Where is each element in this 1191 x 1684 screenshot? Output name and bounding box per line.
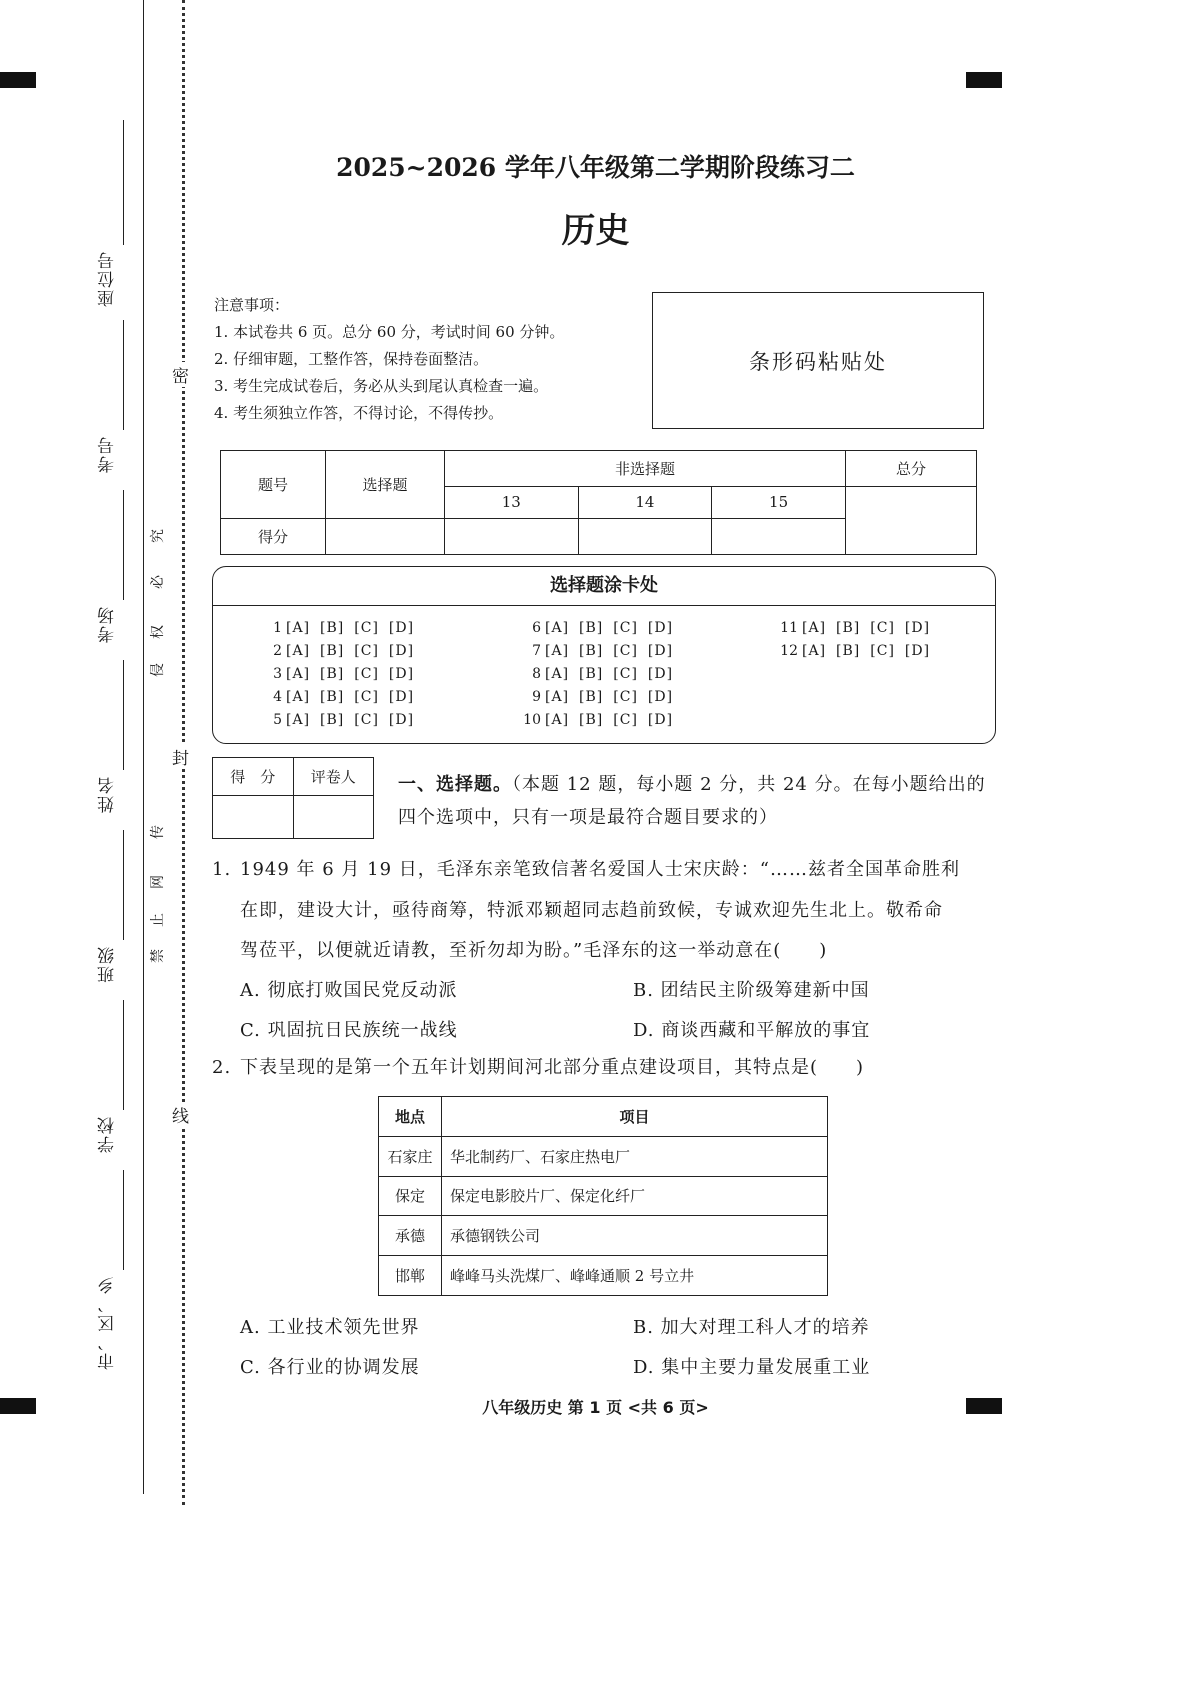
section-one-desc-2: 四个选项中，只有一项是最符合题目要求的） — [398, 807, 778, 828]
answer-row — [517, 643, 683, 659]
score-header-tihao: 题号 — [221, 451, 326, 519]
page-footer: 八年级历史 第 1 页 <共 6 页> — [482, 1398, 709, 1417]
project-name: 承德钢铁公司 — [442, 1216, 828, 1256]
question-1-line-1: 1949 年 6 月 19 日，毛泽东亲笔致信著名爱国人士宋庆龄：“……兹者全国革命胜利 — [240, 859, 960, 880]
answer-row-number: 12 — [780, 643, 798, 659]
answer-row — [774, 620, 940, 636]
side-field-room: 考场 — [95, 490, 125, 650]
score-header-q13: 13 — [445, 487, 579, 518]
answer-bubble-c[interactable]: [C] — [354, 689, 379, 705]
answer-bubble-b[interactable]: [B] — [320, 643, 345, 659]
question-1-line-3: 驾莅平，以便就近请教，至祈勿却为盼。”毛泽东的这一举动意在( ) — [240, 940, 828, 961]
score-cell-total[interactable] — [846, 487, 977, 555]
score-cell-q15[interactable] — [712, 518, 846, 554]
score-header-choice: 选择题 — [326, 451, 445, 519]
class-underline[interactable] — [123, 830, 124, 940]
notes-item: 4. 考生须独立作答，不得讨论，不得传抄。 — [214, 404, 504, 422]
answer-bubble-a[interactable]: [A] — [286, 643, 311, 659]
answer-bubble-d[interactable]: [D] — [388, 620, 415, 636]
answer-bubble-a[interactable]: [A] — [286, 712, 311, 728]
answer-bubble-b[interactable]: [B] — [320, 620, 345, 636]
question-1-option-a[interactable]: A. 彻底打败国民党反动派 — [240, 980, 458, 1001]
district-underline[interactable] — [123, 1170, 124, 1270]
answer-row-number: 2 — [273, 643, 282, 659]
side-field-district: 市、区、乡 — [95, 1170, 125, 1370]
answer-bubble-a[interactable]: [A] — [802, 620, 827, 636]
warning-char: 禁 — [150, 949, 166, 963]
table-row — [379, 1136, 828, 1176]
side-field-school: 学校 — [95, 1000, 125, 1160]
answer-bubble-c[interactable]: [C] — [613, 666, 638, 682]
answer-bubble-c[interactable]: [C] — [870, 643, 895, 659]
answer-bubble-d[interactable]: [D] — [647, 712, 674, 728]
answer-bubble-d[interactable]: [D] — [904, 620, 931, 636]
answer-bubble-a[interactable]: [A] — [545, 620, 570, 636]
question-2-option-a[interactable]: A. 工业技术领先世界 — [240, 1317, 420, 1338]
name-underline[interactable] — [123, 660, 124, 770]
question-1-option-d[interactable]: D. 商谈西藏和平解放的事宜 — [633, 1020, 871, 1041]
answer-bubble-b[interactable]: [B] — [320, 666, 345, 682]
answer-row-number: 1 — [273, 620, 282, 636]
exam-title: 2025~2026 学年八年级第二学期阶段练习二 — [336, 153, 855, 182]
score-cell-q14[interactable] — [578, 518, 712, 554]
project-place: 邯郸 — [379, 1256, 442, 1296]
seal-char-feng: 封 — [172, 744, 189, 769]
answer-row-number: 5 — [273, 712, 282, 728]
answer-row-number: 3 — [273, 666, 282, 682]
answer-bubble-c[interactable]: [C] — [354, 620, 379, 636]
answer-bubble-d[interactable]: [D] — [647, 643, 674, 659]
score-header-total: 总分 — [846, 451, 977, 487]
answer-row — [258, 689, 424, 705]
grader-name-label: 评卷人 — [293, 758, 374, 796]
answer-row — [258, 620, 424, 636]
answer-bubble-c[interactable]: [C] — [354, 666, 379, 682]
question-1-option-c[interactable]: C. 巩固抗日民族统一战线 — [240, 1020, 458, 1041]
question-2 — [212, 1048, 864, 1088]
question-1-line-2: 在即，建设大计，亟待商筹，特派邓颖超同志趋前致候，专诚欢迎先生北上。敬希命 — [240, 900, 943, 921]
question-2-option-d[interactable]: D. 集中主要力量发展重工业 — [633, 1357, 871, 1378]
answer-bubble-b[interactable]: [B] — [836, 643, 861, 659]
answer-row-number: 7 — [532, 643, 541, 659]
grader-score-label: 得 分 — [213, 758, 294, 796]
project-place: 保定 — [379, 1176, 442, 1216]
answer-row — [517, 666, 683, 682]
answer-row — [258, 712, 424, 728]
answer-bubble-d[interactable]: [D] — [388, 712, 415, 728]
answer-bubble-b[interactable]: [B] — [579, 712, 604, 728]
answer-row — [258, 666, 424, 682]
grader-name-cell[interactable] — [293, 796, 374, 839]
notes-heading: 注意事项： — [214, 296, 290, 314]
section-one-desc: （本题 12 题，每小题 2 分，共 24 分。在每小题给出的 — [512, 774, 986, 795]
side-field-class: 班级 — [95, 830, 125, 990]
question-2-option-b[interactable]: B. 加大对理工科人才的培养 — [633, 1317, 870, 1338]
warning-char: 必 — [150, 575, 166, 589]
notes-item: 1. 本试卷共 6 页。总分 60 分，考试时间 60 分钟。 — [214, 323, 565, 341]
answer-bubble-c[interactable]: [C] — [354, 712, 379, 728]
grader-table — [212, 757, 374, 839]
grader-score-cell[interactable] — [213, 796, 294, 839]
warning-char: 究 — [150, 529, 166, 543]
score-cell-choice[interactable] — [326, 518, 445, 554]
answer-row — [517, 620, 683, 636]
question-number: 1. — [212, 859, 232, 880]
answer-bubble-b[interactable]: [B] — [579, 620, 604, 636]
answer-bubble-a[interactable]: [A] — [286, 689, 311, 705]
answer-bubble-b[interactable]: [B] — [579, 689, 604, 705]
subject-title: 历史 — [561, 211, 630, 251]
warning-char: 传 — [150, 825, 166, 839]
question-1 — [212, 850, 960, 890]
answer-bubble-a[interactable]: [A] — [545, 712, 570, 728]
answer-bubble-b[interactable]: [B] — [320, 689, 345, 705]
answer-bubble-a[interactable]: [A] — [286, 666, 311, 682]
answer-bubble-c[interactable]: [C] — [613, 689, 638, 705]
answer-bubble-b[interactable]: [B] — [836, 620, 861, 636]
question-1-option-b[interactable]: B. 团结民主阶级筹建新中国 — [633, 980, 870, 1001]
answer-bubble-c[interactable]: [C] — [613, 643, 638, 659]
question-2-stem: 下表呈现的是第一个五年计划期间河北部分重点建设项目，其特点是( ) — [240, 1057, 865, 1078]
answer-bubble-c[interactable]: [C] — [613, 712, 638, 728]
score-header-q14: 14 — [578, 487, 712, 518]
side-field-seat: 座位号 — [95, 120, 125, 310]
notes-item: 2. 仔细审题，工整作答，保持卷面整洁。 — [214, 350, 489, 368]
table-row — [379, 1216, 828, 1256]
answer-bubble-d[interactable]: [D] — [388, 643, 415, 659]
answer-bubble-c[interactable]: [C] — [613, 620, 638, 636]
score-table — [220, 450, 977, 555]
answer-row — [517, 712, 683, 728]
project-place: 石家庄 — [379, 1136, 442, 1176]
answer-row-number: 10 — [523, 712, 541, 728]
exam-number-underline[interactable] — [123, 320, 124, 430]
answer-row-number: 11 — [780, 620, 798, 636]
answer-row-number: 9 — [532, 689, 541, 705]
barcode-area — [652, 292, 984, 429]
notes-block — [214, 292, 564, 427]
table-row — [379, 1256, 828, 1296]
room-underline[interactable] — [123, 490, 124, 600]
answer-bubble-b[interactable]: [B] — [579, 666, 604, 682]
registration-mark-top-right — [966, 72, 1002, 88]
answer-row-number: 6 — [532, 620, 541, 636]
answer-bubble-c[interactable]: [C] — [870, 620, 895, 636]
warning-char: 侵 — [150, 663, 166, 677]
answer-row-number: 8 — [532, 666, 541, 682]
registration-mark-top-left — [0, 72, 36, 88]
answer-row-number: 4 — [273, 689, 282, 705]
answer-bubble-c[interactable]: [C] — [354, 643, 379, 659]
project-table — [378, 1096, 828, 1296]
answer-bubble-d[interactable]: [D] — [647, 666, 674, 682]
score-header-q15: 15 — [712, 487, 846, 518]
project-table-header-project: 项目 — [442, 1097, 828, 1137]
warning-char: 网 — [150, 875, 166, 889]
answer-bubble-d[interactable]: [D] — [904, 643, 931, 659]
seal-char-xian: 线 — [172, 1102, 189, 1127]
answer-bubble-d[interactable]: [D] — [388, 689, 415, 705]
answer-bubble-d[interactable]: [D] — [647, 620, 674, 636]
question-number: 2. — [212, 1057, 232, 1078]
notes-item: 3. 考生完成试卷后，务必从头到尾认真检查一遍。 — [214, 377, 549, 395]
school-underline[interactable] — [123, 1000, 124, 1110]
side-field-exam-number: 考号 — [95, 320, 125, 480]
score-header-nonchoice: 非选择题 — [445, 451, 846, 487]
project-name: 保定电影胶片厂、保定化纤厂 — [442, 1176, 828, 1216]
seal-char-mi: 密 — [172, 362, 189, 387]
warning-char: 权 — [150, 625, 166, 639]
table-row — [379, 1176, 828, 1216]
project-place: 承德 — [379, 1216, 442, 1256]
answer-row — [258, 643, 424, 659]
answer-bubble-b[interactable]: [B] — [579, 643, 604, 659]
answer-bubble-b[interactable]: [B] — [320, 712, 345, 728]
project-name: 峰峰马头洗煤厂、峰峰通顺 2 号立井 — [442, 1256, 828, 1296]
question-2-option-c[interactable]: C. 各行业的协调发展 — [240, 1357, 420, 1378]
project-name: 华北制药厂、石家庄热电厂 — [442, 1136, 828, 1176]
section-one-title: 一、选择题。 — [398, 774, 512, 795]
side-field-name: 姓名 — [95, 660, 125, 820]
answer-bubble-a[interactable]: [A] — [802, 643, 827, 659]
answer-bubble-d[interactable]: [D] — [388, 666, 415, 682]
answer-bubble-d[interactable]: [D] — [647, 689, 674, 705]
answer-row — [517, 689, 683, 705]
answer-bubble-a[interactable]: [A] — [286, 620, 311, 636]
answer-card-title: 选择题涂卡处 — [213, 567, 995, 606]
section-one-heading — [398, 768, 998, 834]
answer-bubble-a[interactable]: [A] — [545, 689, 570, 705]
answer-row — [774, 643, 940, 659]
score-row-label: 得分 — [221, 518, 326, 554]
barcode-label: 条形码粘贴处 — [749, 349, 887, 374]
warning-char: 止 — [150, 913, 166, 927]
score-cell-q13[interactable] — [445, 518, 579, 554]
answer-bubble-a[interactable]: [A] — [545, 643, 570, 659]
project-table-header-place: 地点 — [379, 1097, 442, 1137]
answer-bubble-a[interactable]: [A] — [545, 666, 570, 682]
